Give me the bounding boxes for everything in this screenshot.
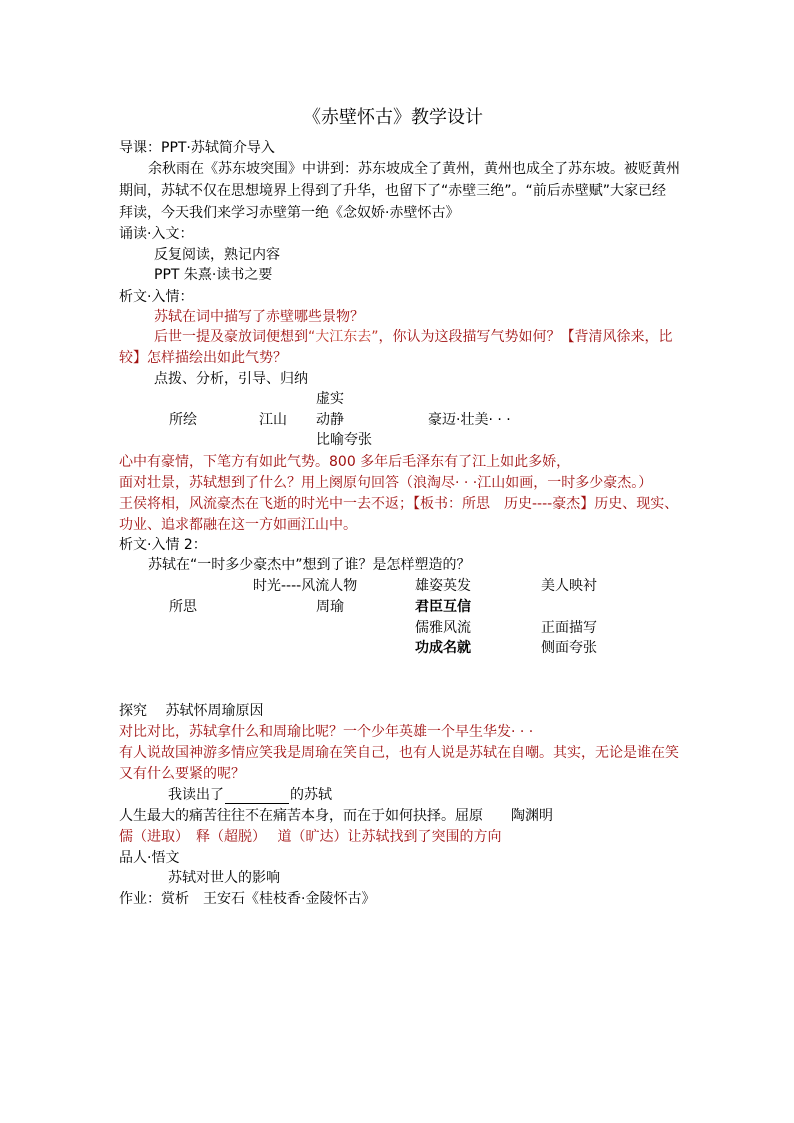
diagram-gongcheng: 功成名就 [415,640,471,656]
diagram-xushi: 虚实 [316,391,344,407]
summary-line-1: 心中有豪情，下笔方有如此气势。800 多年后毛泽东有了江上如此多娇， [119,454,571,470]
diagram-zhouyu: 周瑜 [316,599,344,615]
diagram-junchen: 君臣互信 [415,599,471,615]
ru-shi-dao-terms: 儒（进取） 释（超脱） 道（旷达） [119,829,348,845]
life-choice-line: 人生最大的痛苦往往不在痛苦本身，而在于如何抉择。屈原 陶渊明 [119,808,553,824]
diagram-haomai: 豪迈·壮美· · · [428,412,511,428]
fill-blank [225,789,289,804]
question-2-part-c: 【背清风徐来，比 [560,329,673,345]
analysis-question-2-line-2: 较】怎样描绘出如此气势？ [119,350,287,366]
analysis-question-2 [154,328,673,346]
intro-paragraph-line-3: 拜读，今天我们来学习赤壁第一绝《念奴娇·赤壁怀古》 [119,205,460,221]
read-out-prefix: 我读出了 [168,787,224,803]
diagram-biyu: 比喻夸张 [316,432,372,448]
question-2-part-a: 后世一提及豪放词便想到 [154,329,308,345]
diagram-ruya: 儒雅风流 [415,620,471,636]
analysis-heading: 析文·入情： [119,289,194,305]
ru-shi-dao-line [119,828,501,846]
explore-line-3: 又有什么要紧的呢？ [119,766,245,782]
explore-line-1: 对比对比，苏轼拿什么和周瑜比呢？一个少年英雄一个早生华发· · · [119,724,534,740]
summary-line-4: 功业、追求都融在这一方如画江山中。 [119,517,357,533]
summary-line-3-c: 历史、现实、 [594,496,679,512]
diagram-dongjing: 动静 [316,412,344,428]
ru-shi-dao-tail: 让苏轼找到了突围的方向 [347,829,502,845]
diagram-jiangshan: 江山 [259,412,287,428]
pinren-heading: 品人·悟文 [119,850,180,866]
analysis-2-heading: 析文·入情 2： [119,537,207,553]
analysis-2-question: 苏轼在“一时多少豪杰中”想到了谁？是怎样塑造的？ [148,557,471,573]
diagram-suohui: 所绘 [169,412,197,428]
recite-item-1: 反复阅读，熟记内容 [154,247,280,263]
summary-line-3-a: 王侯将相，风流豪杰在飞逝的时光中一去不返； [119,496,413,512]
quote-dajiang: “大江东去” [308,329,379,345]
teaching-method: 点拨、分析，引导、归纳 [154,371,308,387]
intro-paragraph-line-1: 余秋雨在《苏东坡突围》中讲到：苏东坡成全了黄州，黄州也成全了苏东坡。被贬黄州 [148,161,680,177]
summary-line-3 [119,495,678,513]
diagram-shiguang: 时光----风流人物 [253,578,358,594]
explore-line-2: 有人说故国神游多情应笑我是周瑜在笑自己，也有人说是苏轼在自嘲。其实，无论是谁在笑 [119,745,679,761]
diagram-meiren: 美人映衬 [541,578,597,594]
analysis-question-1: 苏轼在词中描写了赤壁哪些景物？ [154,309,364,325]
intro-paragraph-line-2: 期间，苏轼不仅在思想境界上得到了升华，也留下了“赤壁三绝”。“前后赤壁赋”大家已经 [119,183,667,199]
explore-heading: 探究 苏轼怀周瑜原因 [119,703,264,719]
diagram-cemian: 侧面夸张 [541,640,597,656]
recite-heading: 诵读·入文： [119,226,194,242]
diagram-suosi: 所思 [169,599,197,615]
document-title: 《赤壁怀古》教学设计 [303,107,483,128]
read-out-suffix: 的苏轼 [290,787,332,803]
pinren-item: 苏轼对世人的影响 [168,870,280,886]
board-note: 【板书：所思 历史----豪杰】 [413,496,595,512]
recite-item-2: PPT 朱熹·读书之要 [154,267,273,283]
question-2-part-b: ，你认为这段描写气势如何？ [378,329,561,345]
diagram-xiongzi: 雄姿英发 [415,578,471,594]
intro-heading: 导课：PPT·苏轼简介导入 [119,140,275,156]
summary-line-2: 面对壮景，苏轼想到了什么？用上阕原句回答（浪淘尽· · ·江山如画，一时多少豪杰。） [119,475,653,491]
diagram-zhengmian: 正面描写 [541,620,597,636]
homework-line: 作业：赏析 王安石《桂枝香·金陵怀古》 [119,891,376,907]
read-out-line [168,786,332,804]
